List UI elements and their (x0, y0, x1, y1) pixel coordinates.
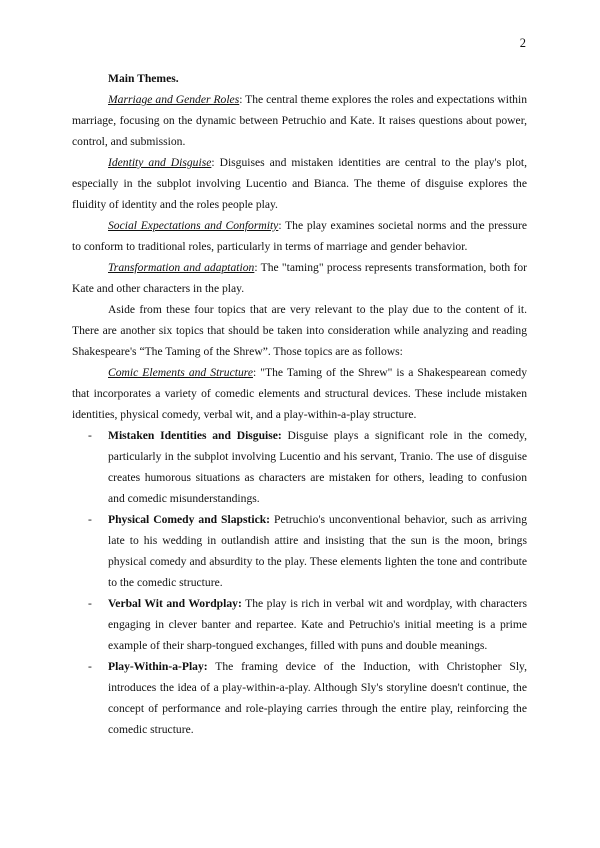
bullet-dash: - (88, 429, 92, 442)
bullet-title: Physical Comedy and Slapstick: (108, 513, 271, 526)
theme-text: : The "taming" process represents transformation, both for Kate and other characters in the play. (72, 261, 527, 295)
bullet-text: The play is rich in verbal wit and wordplay, with characters engaging in clever banter and repartee. Kate and Petruchio's initial meeting is a prime example of their sharp-tongued exchanges, filled with puns and double meanings. (108, 597, 528, 652)
theme-text: : The central theme explores the roles and expectations within marriage, focusing on the dynamic between Petruchio and Kate. It raises questions about power, control, and submission. (72, 93, 527, 148)
bullet-title: Play-Within-a-Play: (108, 660, 208, 673)
bullet-title: Mistaken Identities and Disguise: (108, 429, 282, 442)
aside-paragraph: Aside from these four topics that are very relevant to the play due to the content of it. There are another six topics that should be taken into consideration while analyzing and reading Shakespeare's “The Taming of the Shrew”. Those topics are as follows: (72, 303, 527, 358)
comic-text: : "The Taming of the Shrew" is a Shakespearean comedy that incorporates a variety of comedic elements and structural devices. These include mistaken identities, physical comedy, verbal wit, and a play-within-a-play structure. (72, 366, 527, 421)
theme-paragraph-marriage (72, 89, 527, 152)
comic-paragraph (72, 362, 527, 425)
bullet-text: The framing device of the Induction, with Christopher Sly, introduces the idea of a play-within-a-play. Although Sly's storyline doesn't continue, the concept of performance and role-playing carries through the entire play, reinforcing the comedic structure. (108, 660, 527, 736)
theme-term: Identity and Disguise (108, 156, 212, 169)
bullet-dash: - (88, 597, 92, 610)
theme-term: Marriage and Gender Roles (108, 93, 240, 106)
theme-text: : Disguises and mistaken identities are central to the play's plot, especially in the subplot involving Lucentio and Bianca. The theme of disguise explores the fluidity of identity and the roles people play. (72, 156, 527, 211)
bullet-dash: - (88, 660, 92, 673)
list-item (72, 425, 527, 509)
bullet-text: Disguise plays a significant role in the comedy, particularly in the subplot involving Lucentio and his servant, Tranio. The use of disguise creates humorous situations as characters are mistaken for others, leading to confusion and comedic misunderstandings. (108, 429, 527, 505)
document-body (72, 68, 527, 740)
theme-text: : The play examines societal norms and the pressure to conform to traditional roles, particularly in terms of marriage and gender behavior. (72, 219, 527, 253)
section-heading: Main Themes. (108, 72, 179, 85)
comic-term: Comic Elements and Structure (108, 366, 253, 379)
bullet-text: Petruchio's unconventional behavior, such as arriving late to his wedding in outlandish attire and insisting that the sun is the moon, brings physical comedy and absurdity to the play. These elements lighten the tone and contribute to the comedic structure. (108, 513, 527, 589)
theme-paragraph-social (72, 215, 527, 257)
list-item (72, 593, 527, 656)
bullet-list (72, 425, 527, 740)
bullet-dash: - (88, 513, 92, 526)
theme-paragraph-transformation (72, 257, 527, 299)
page-number: 2 (519, 36, 526, 50)
theme-term: Transformation and adaptation (108, 261, 255, 274)
theme-paragraph-identity (72, 152, 527, 215)
list-item (72, 656, 527, 740)
theme-term: Social Expectations and Conformity (108, 219, 279, 232)
list-item (72, 509, 527, 593)
bullet-title: Verbal Wit and Wordplay: (108, 597, 242, 610)
